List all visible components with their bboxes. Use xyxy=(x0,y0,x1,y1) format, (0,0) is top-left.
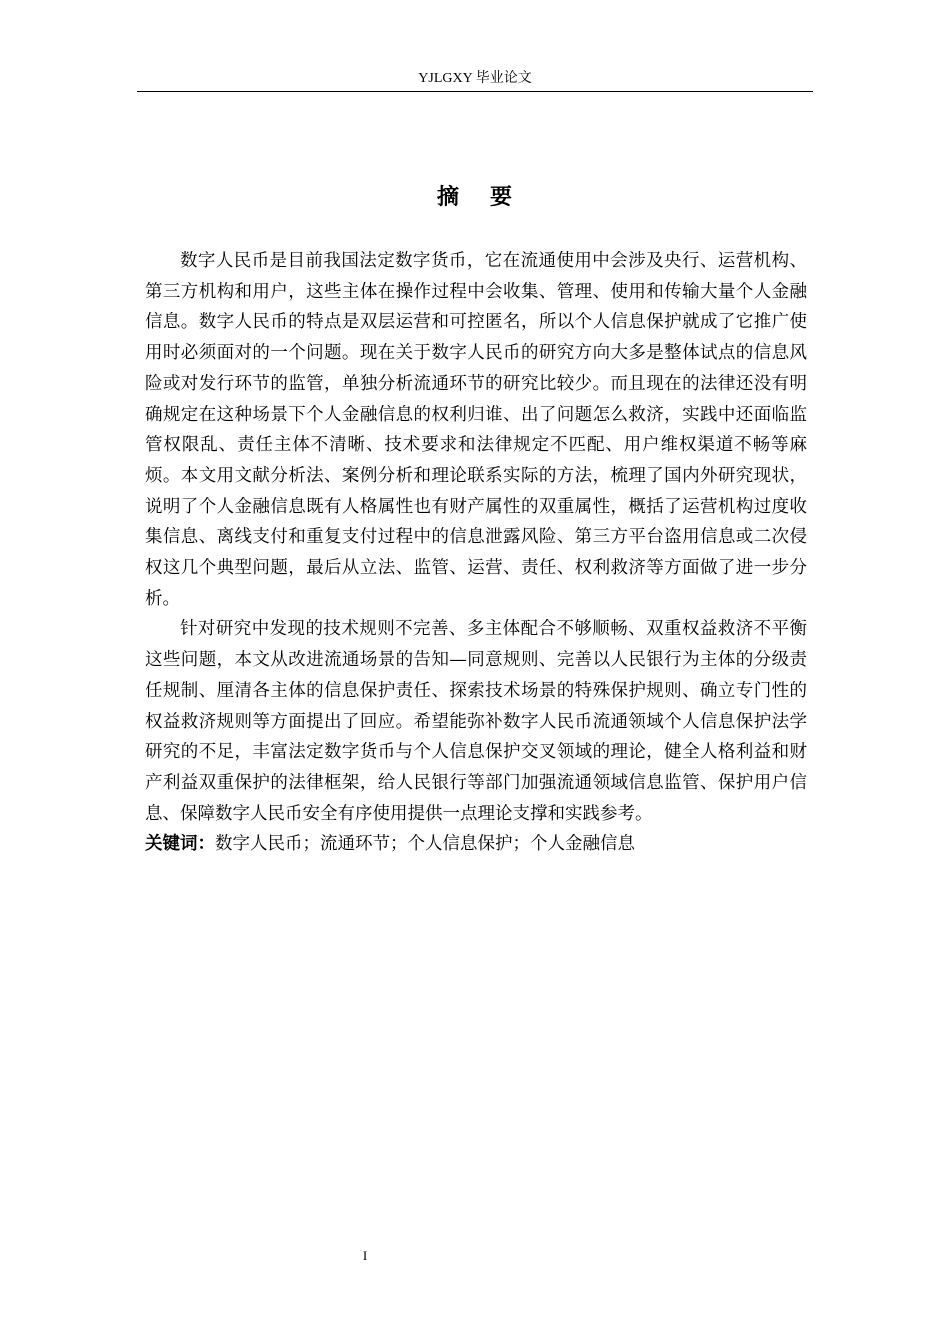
page-title xyxy=(137,183,813,211)
title-char-1: 摘 xyxy=(436,184,460,210)
title-char-2: 要 xyxy=(490,184,514,210)
abstract-body xyxy=(145,246,807,860)
page-number: I xyxy=(362,1248,368,1263)
running-header: YJLGXY 毕业论文 xyxy=(418,71,532,86)
keywords-line xyxy=(145,829,807,860)
keywords-value: 数字人民币；流通环节；个人信息保护；个人金融信息 xyxy=(215,834,635,855)
keywords-label: 关键词： xyxy=(145,834,215,855)
abstract-paragraph-1: 数字人民币是目前我国法定数字货币，它在流通使用中会涉及央行、运营机构、第三方机构和用户，这些主体在操作过程中会收集、管理、使用和传输大量个人金融信息。数字人民币的特点是双层运营和可控匿名，所以个人信息保护就成了它推广使用时必须面对的一个问题。现在关于数字人民币的研究方向大多是整体试点的信息风险或对发行环节的监管，单独分析流通环节的研究比较少。而且现在的法律还没有明确规定在这种场景下个人金融信息的权利归谁、出了问题怎么救济，实践中还面临监管权限乱、责任主体不清晰、技术要求和法律规定不匹配、用户维权渠道不畅等麻烦。本文用文献分析法、案例分析和理论联系实际的方法，梳理了国内外研究现状，说明了个人金融信息既有人格属性也有财产属性的双重属性，概括了运营机构过度收集信息、离线支付和重复支付过程中的信息泄露风险、第三方平台盗用信息或二次侵权这几个典型问题，最后从立法、监管、运营、责任、权利救济等方面做了进一步分析。 xyxy=(145,251,807,609)
abstract-paragraph-2: 针对研究中发现的技术规则不完善、多主体配合不够顺畅、双重权益救济不平衡这些问题，本文从改进流通场景的告知—同意规则、完善以人民银行为主体的分级责任规制、厘清各主体的信息保护责任、探索技术场景的特殊保护规则、确立专门性的权益救济规则等方面提出了回应。希望能弥补数字人民币流通领域个人信息保护法学研究的不足，丰富法定数字货币与个人信息保护交叉领域的理论，健全人格利益和财产利益双重保护的法律框架，给人民银行等部门加强流通领域信息监管、保护用户信息、保障数字人民币安全有序使用提供一点理论支撑和实践参考。 xyxy=(145,619,807,824)
header-divider xyxy=(137,91,813,92)
